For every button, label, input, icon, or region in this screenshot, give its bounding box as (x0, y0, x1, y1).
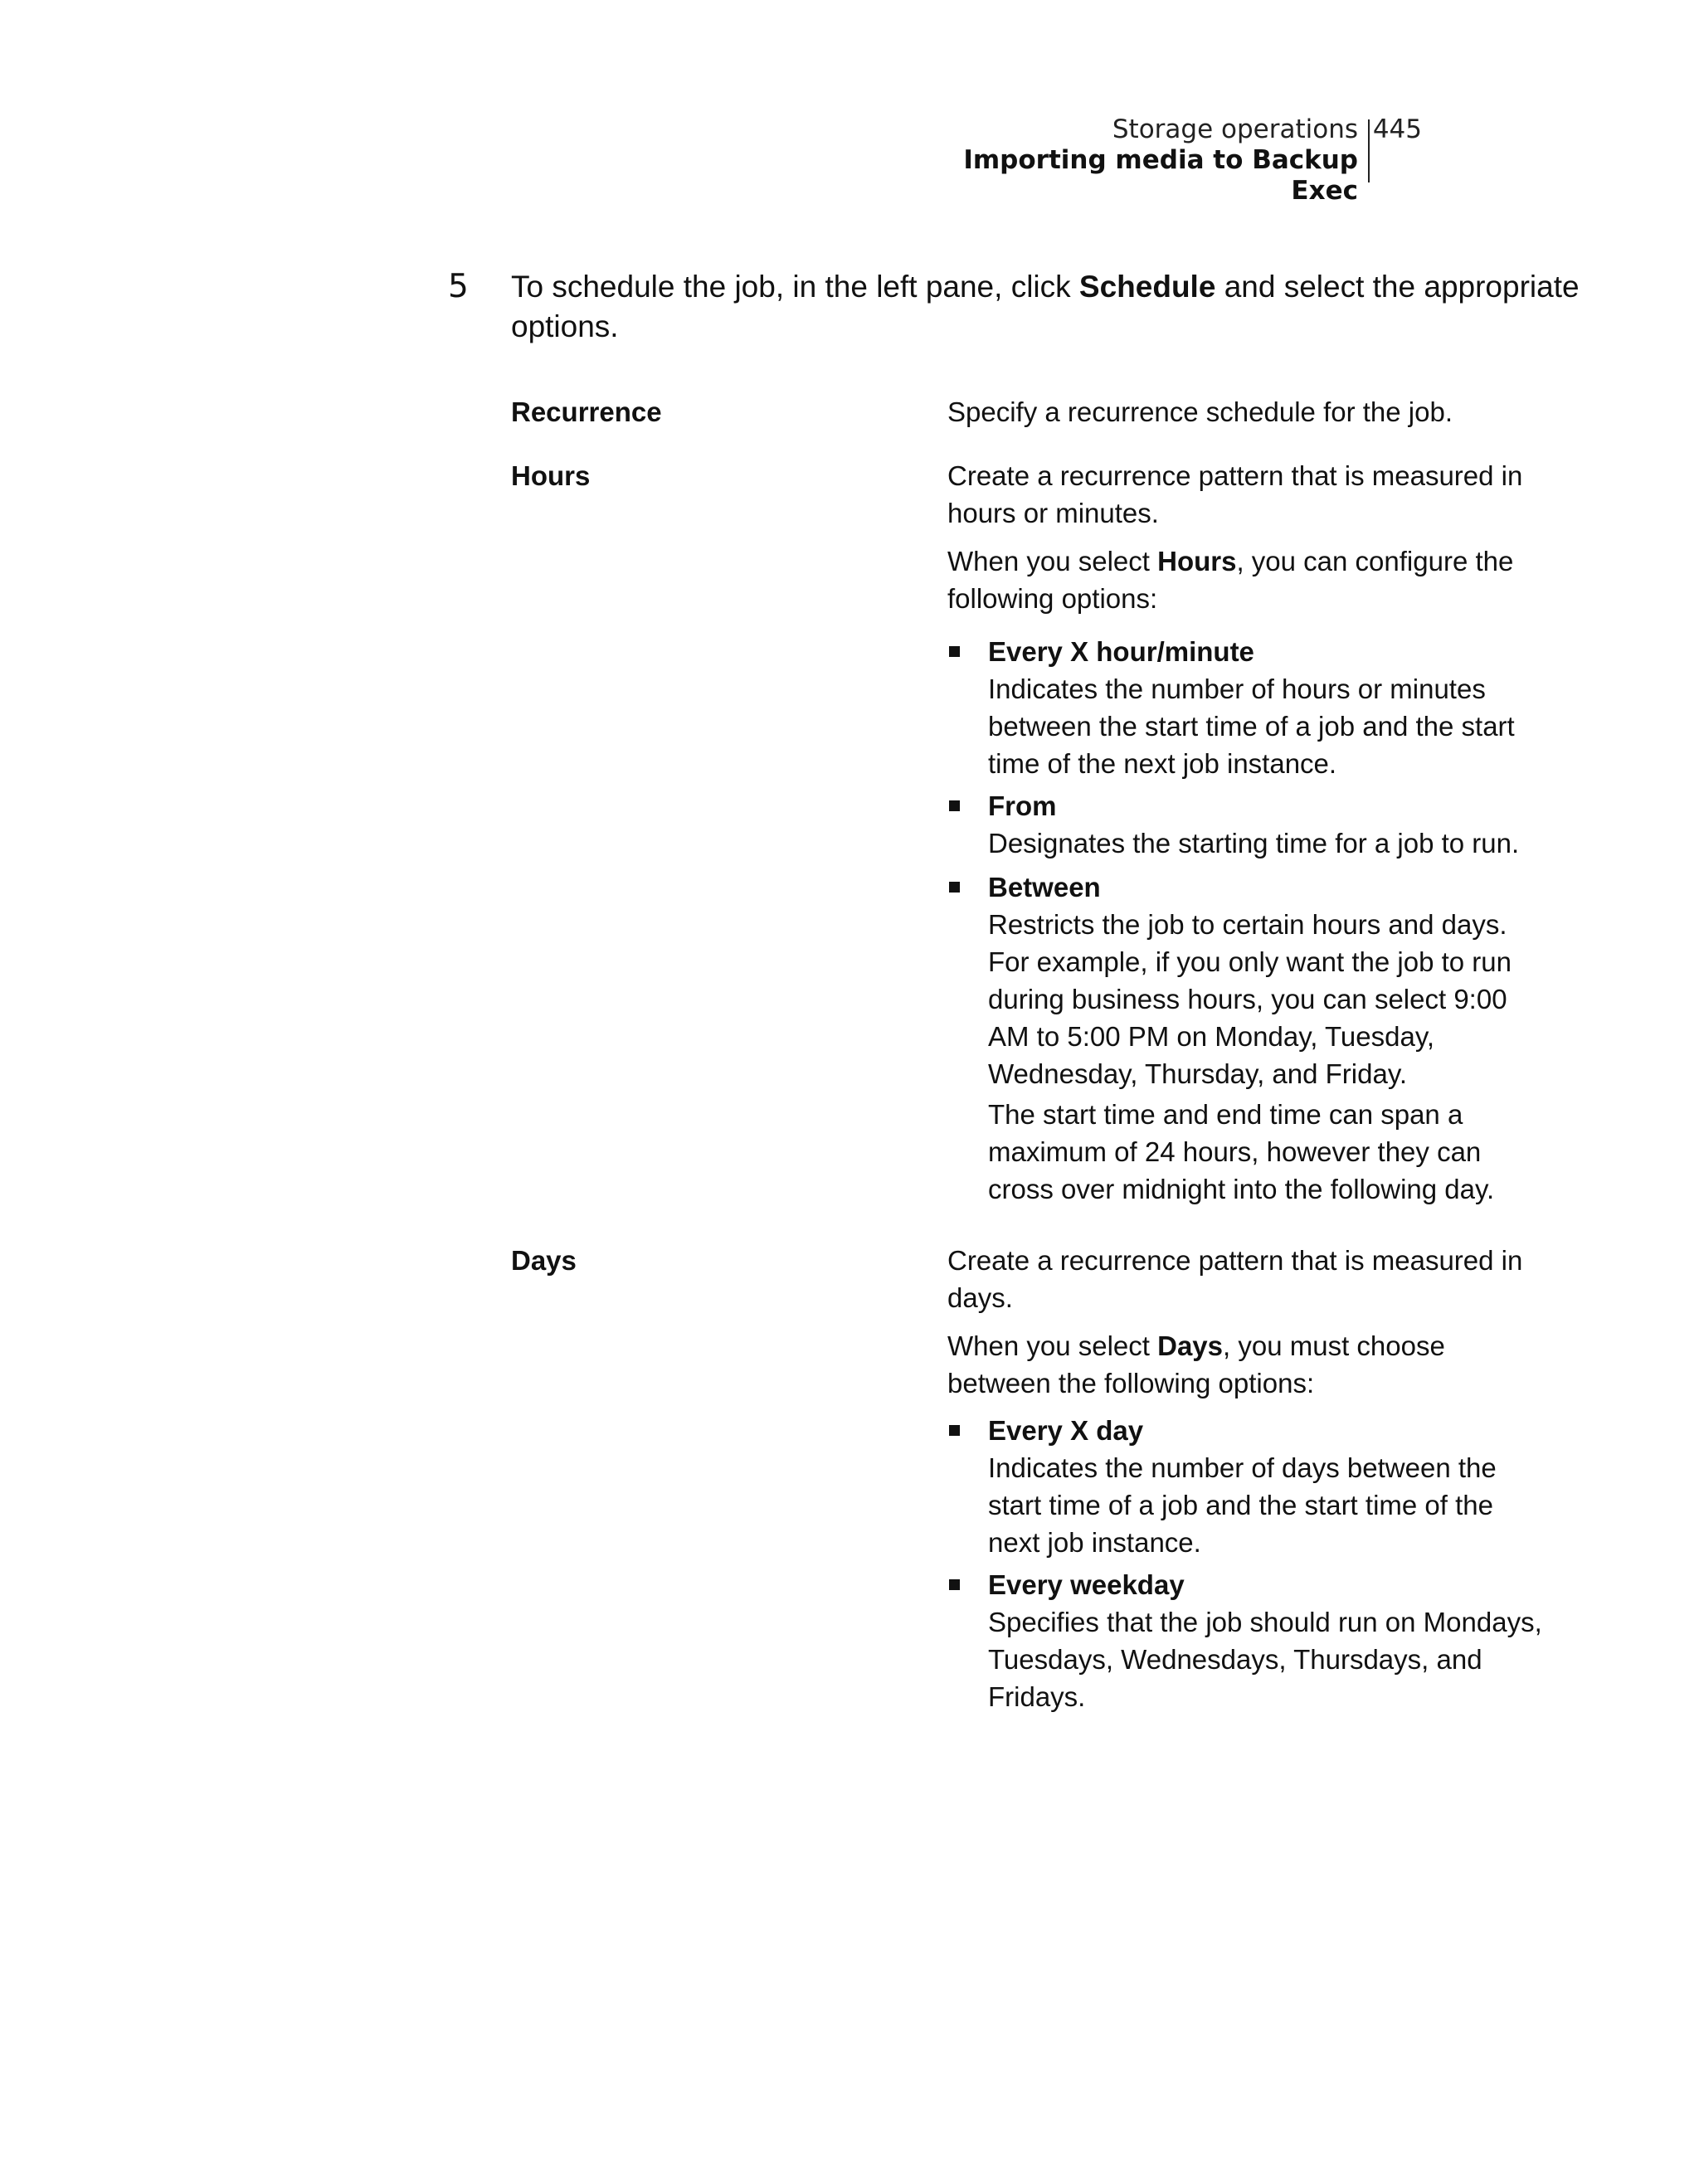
option-title: From (988, 790, 1057, 821)
hours-select-bold: Hours (1157, 546, 1237, 576)
desc-hours-select (947, 542, 1545, 617)
option-text: Specifies that the job should run on Mondays, Tuesdays, Wednesdays, Thursdays, and Fridays. (988, 1607, 1542, 1712)
desc-days (947, 1242, 1545, 1316)
header-section-title: Storage operations (1112, 114, 1358, 144)
desc-recurrence-text: Specify a recurrence schedule for the job. (947, 396, 1453, 427)
term-days: Days (511, 1245, 577, 1276)
desc-days-select (947, 1327, 1545, 1402)
hours-select-before: When you select (947, 546, 1158, 576)
option-text: The start time and end time can span a maximum of 24 hours, however they can cross over midnight into the following day. (988, 1099, 1495, 1204)
option-text: Indicates the number of hours or minutes between the start time of a job and the start time of the next job instance. (988, 674, 1515, 779)
step-text-after: and select the appropriate options. (511, 270, 1580, 343)
bullet-icon (949, 646, 960, 657)
desc-recurrence (947, 393, 1545, 430)
days-select-bold: Days (1157, 1330, 1224, 1361)
step-text-before: To schedule the job, in the left pane, click (511, 270, 1079, 304)
desc-hours-select-text (947, 542, 1545, 617)
bullet-icon (949, 800, 960, 811)
option-text: Indicates the number of days between the start time of a job and the start time of the next job instance. (988, 1452, 1497, 1558)
desc-hours (947, 457, 1545, 532)
header-chapter-title: Importing media to Backup Exec (963, 145, 1358, 206)
days-select-after: , you must choose between the following options: (947, 1330, 1445, 1398)
option-title: Between (988, 872, 1101, 902)
bullet-icon (949, 882, 960, 893)
running-header (913, 114, 1525, 206)
term-hours: Hours (511, 460, 591, 491)
days-select-before: When you select (947, 1330, 1158, 1361)
option-text: Restricts the job to certain hours and days. For example, if you only want the job to run during business hours, you can select 9:00 AM to 5:00 PM on Monday, Tuesday, Wednesday, Thursday, and Friday. (988, 909, 1512, 1089)
step-instruction (511, 267, 1589, 347)
desc-days-text: Create a recurrence pattern that is measured in days. (947, 1245, 1523, 1313)
list-item (947, 1412, 1545, 1561)
page-number: 445 (1372, 114, 1422, 144)
desc-hours-text: Create a recurrence pattern that is measured in hours or minutes. (947, 460, 1523, 528)
list-item (947, 868, 1545, 1208)
step-number: 5 (448, 268, 469, 305)
option-text: Designates the starting time for a job to run. (988, 828, 1520, 859)
bullet-icon (949, 1579, 960, 1590)
header-titles (913, 114, 1358, 207)
option-title: Every X hour/minute (988, 636, 1254, 667)
list-item (947, 1566, 1545, 1715)
list-item (947, 633, 1545, 782)
term-recurrence: Recurrence (511, 396, 662, 427)
desc-days-select-text (947, 1327, 1545, 1402)
option-title: Every X day (988, 1415, 1144, 1446)
option-title: Every weekday (988, 1569, 1185, 1600)
bullet-icon (949, 1425, 960, 1436)
step-bold-schedule: Schedule (1078, 270, 1216, 304)
header-divider (1368, 119, 1370, 182)
list-item (947, 787, 1545, 862)
hours-select-after: , you can configure the following options: (947, 546, 1514, 614)
